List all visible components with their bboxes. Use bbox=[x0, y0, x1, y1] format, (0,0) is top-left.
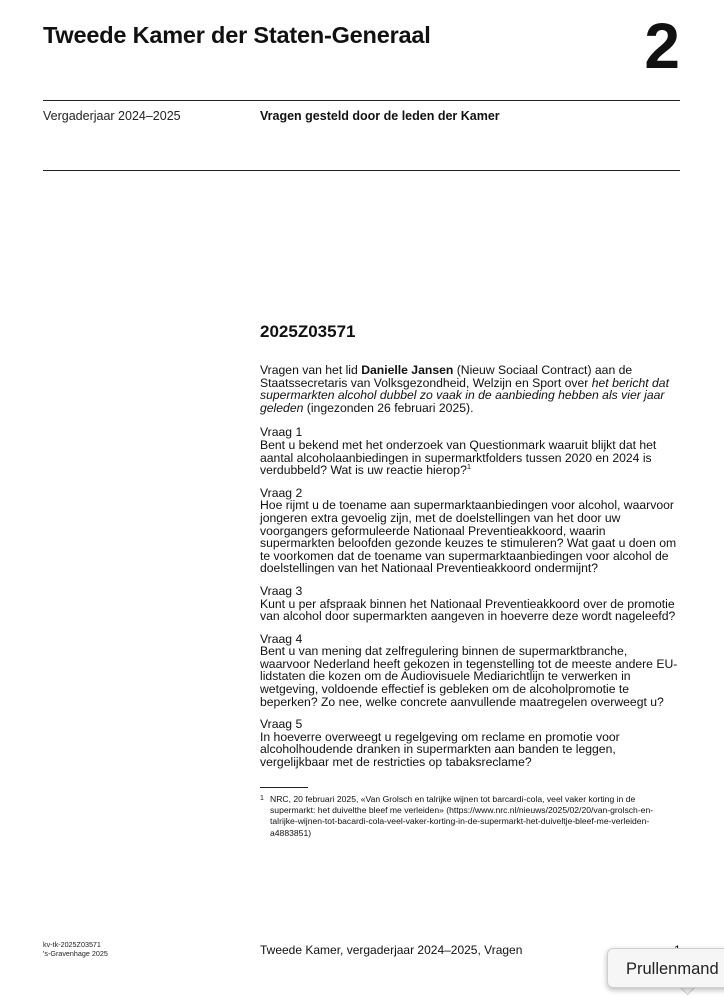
question-4 bbox=[260, 633, 680, 709]
footnote-mark: 1 bbox=[260, 794, 264, 802]
question-label: Vraag 3 bbox=[260, 583, 303, 598]
question-text: Hoe rijmt u de toename aan supermarktaanbiedingen voor alcohol, waarvoor jongeren extra gevoelig zijn, met de doelstellingen van het door uw voorgangers geformuleerde Nationaal Preventieakkoord, waarin supermarkten beloofden gezonde keuzes te stimuleren? Wat gaat u doen om te voorkomen dat de toename van supermarktaanbiedingen voor alcohol de doelstellingen van het Nationaal Preventieakkoord ondermijnt? bbox=[260, 498, 677, 576]
section-heading: Vragen gesteld door de leden der Kamer bbox=[260, 109, 500, 123]
footnote-text: NRC, 20 februari 2025, «Van Grolsch en talrijke wijnen tot barcardi-cola, veel vaker korting in de supermarkt: het duivelthe bleef me verleiden» (https://www.nrc.nl/nieuws/2025/02/20/van-grolsch-en-talrijke-wijnen-tot-bacardi-cola-veel-vaker-korting-in-de-supermarkt-het-duiveltje-bleef-me-verleiden-a4883851) bbox=[270, 793, 654, 838]
intro-text-1: Vragen van het lid bbox=[260, 363, 362, 377]
trash-tooltip[interactable]: Prullenmand bbox=[607, 948, 724, 988]
member-name: Danielle Jansen bbox=[361, 363, 454, 377]
question-text: Bent u bekend met het onderzoek van Questionmark waaruit blijkt dat het aantal alcoholaanbiedingen in supermarktfolders tussen 2020 en 2024 is verdubbeld? Wat is uw reactie hierop? bbox=[260, 437, 657, 478]
header-divider-bottom bbox=[43, 170, 680, 171]
footnote-divider bbox=[260, 787, 308, 788]
question-text: In hoeverre overweegt u regelgeving om reclame en promotie voor alcoholhoudende dranken in supermarkten aan banden te leggen, vergelijkbaar met de restricties op tabaksreclame? bbox=[260, 729, 620, 770]
question-label: Vraag 5 bbox=[260, 717, 303, 732]
question-5 bbox=[260, 718, 680, 768]
question-2 bbox=[260, 487, 680, 575]
intro-paragraph bbox=[260, 364, 680, 414]
intro-subject: het bericht dat supermarkten alcohol dubbel zo vaak in de aanbieding hebben als vier jaar geleden bbox=[260, 375, 669, 415]
question-text: Kunt u per afspraak binnen het Nationaal Preventieakkoord over de promotie van alcohol door supermarkten aangeven in hoeverre deze wordt nageleefd? bbox=[260, 596, 676, 624]
document-id: 2025Z03571 bbox=[260, 322, 356, 341]
question-label: Vraag 4 bbox=[260, 631, 303, 646]
question-1 bbox=[260, 426, 680, 476]
intro-text-3: (ingezonden 26 februari 2025). bbox=[303, 400, 474, 415]
footnote-reference[interactable]: 1 bbox=[466, 462, 472, 472]
header-divider-top bbox=[43, 100, 680, 101]
page-title: Tweede Kamer der Staten-Generaal bbox=[43, 22, 431, 48]
session-year: Vergaderjaar 2024–2025 bbox=[43, 109, 181, 123]
document-number: 2 bbox=[644, 10, 680, 82]
question-label: Vraag 1 bbox=[260, 425, 303, 440]
document-body bbox=[260, 322, 680, 839]
question-3 bbox=[260, 585, 680, 623]
document-code: kv-tk-2025Z03571 bbox=[43, 940, 101, 949]
running-footer: Tweede Kamer, vergaderjaar 2024–2025, Vragen bbox=[260, 943, 523, 957]
publication-place: 's-Gravenhage 2025 bbox=[43, 949, 108, 958]
footnote bbox=[260, 794, 680, 840]
question-label: Vraag 2 bbox=[260, 485, 303, 500]
question-text: Bent u van mening dat zelfregulering binnen de supermarktbranche, waarvoor Nederland heeft gekozen in tegenstelling tot de meeste andere EU-lidstaten die kozen om de Audiovisuele Mediarichtlijn te verwerken in wetgeving, voldoende effectief is gebleken om de alcoholpromotie te beperken? Zo nee, welke concrete aanvullende maatregelen overweegt u? bbox=[260, 644, 678, 709]
intro-text-2: (Nieuw Sociaal Contract) aan de Staatssecretaris van Volksgezondheid, Welzijn en Sport over bbox=[260, 363, 633, 390]
